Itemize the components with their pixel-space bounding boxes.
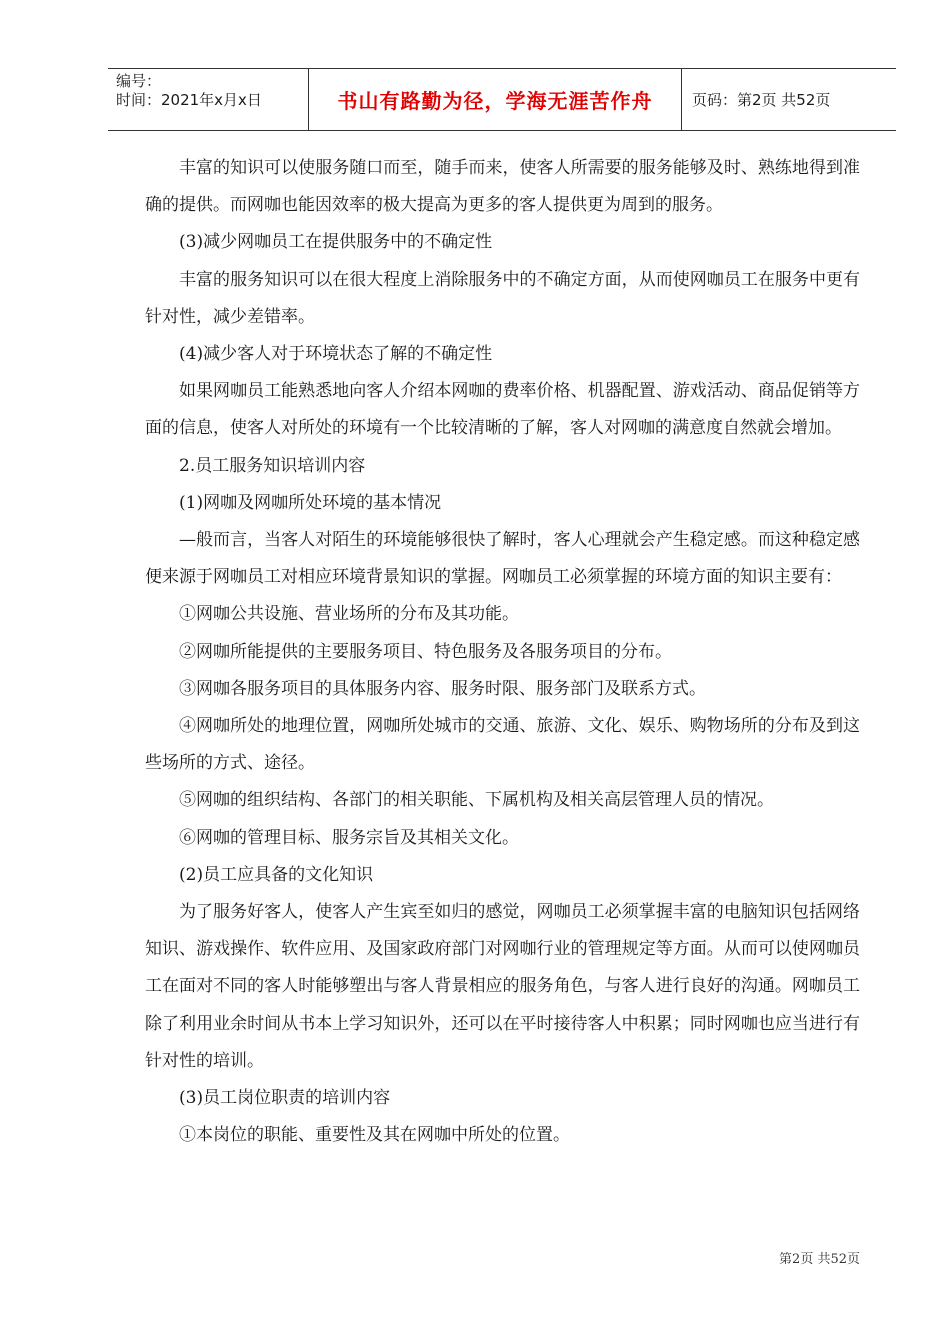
list-item: ⑤网咖的组织结构、各部门的相关职能、下属机构及相关高层管理人员的情况。	[179, 790, 774, 811]
list-item: ③网咖各服务项目的具体服务内容、服务时限、服务部门及联系方式。	[179, 678, 706, 699]
header-time-label: 时间：2021年x月x日	[116, 91, 262, 109]
paragraph: —般而言，当客人对陌生的环境能够很快了解时，客人心理就会产生稳定感。而这种稳定感便来源于网咖员工对相应环境背景知识的掌握。网咖员工必须掌握的环境方面的知识主要有：	[145, 530, 860, 588]
subheading: (4)减少客人对于环境状态了解的不确定性	[179, 344, 493, 365]
subheading: (3)减少网咖员工在提供服务中的不确定性	[179, 232, 493, 253]
list-item: ②网咖所能提供的主要服务项目、特色服务及各服务项目的分布。	[179, 641, 672, 662]
header-number-label: 编号：	[116, 72, 162, 90]
list-item: ①网咖公共设施、营业场所的分布及其功能。	[179, 604, 519, 625]
section-heading: 2.员工服务知识培训内容	[179, 455, 366, 476]
list-item: ⑥网咖的管理目标、服务宗旨及其相关文化。	[179, 827, 519, 848]
page-footer: 第2页 共52页	[779, 1252, 860, 1267]
document-header	[108, 68, 896, 131]
header-motto: 书山有路勤为径，学海无涯苦作舟	[308, 69, 682, 130]
list-item: ①本岗位的职能、重要性及其在网咖中所处的位置。	[179, 1125, 570, 1146]
paragraph: 丰富的服务知识可以在很大程度上消除服务中的不确定方面，从而使网咖员工在服务中更有针对性，减少差错率。	[145, 269, 860, 327]
document-body	[145, 150, 860, 1154]
paragraph: 为了服务好客人，使客人产生宾至如归的感觉，网咖员工必须掌握丰富的电脑知识包括网络知识、游戏操作、软件应用、及国家政府部门对网咖行业的管理规定等方面。从而可以使网咖员工在面对不同的客人时能够塑出与客人背景相应的服务角色，与客人进行良好的沟通。网咖员工除了利用业余时间从书本上学习知识外，还可以在平时接待客人中积累；同时网咖也应当进行有针对性的培训。	[145, 902, 860, 1071]
subheading: (2)员工应具备的文化知识	[179, 864, 374, 885]
paragraph: 丰富的知识可以使服务随口而至，随手而来，使客人所需要的服务能够及时、熟练地得到准确的提供。而网咖也能因效率的极大提高为更多的客人提供更为周到的服务。	[145, 158, 860, 216]
header-page-info: 页码：第2页 共52页	[692, 91, 831, 109]
header-meta	[108, 69, 308, 130]
subheading: (1)网咖及网咖所处环境的基本情况	[179, 492, 442, 513]
paragraph: 如果网咖员工能熟悉地向客人介绍本网咖的费率价格、机器配置、游戏活动、商品促销等方面的信息，使客人对所处的环境有一个比较清晰的了解，客人对网咖的满意度自然就会增加。	[145, 381, 860, 439]
list-item: ④网咖所处的地理位置，网咖所处城市的交通、旅游、文化、娱乐、购物场所的分布及到这些场所的方式、途径。	[145, 716, 860, 774]
subheading: (3)员工岗位职责的培训内容	[179, 1088, 391, 1109]
